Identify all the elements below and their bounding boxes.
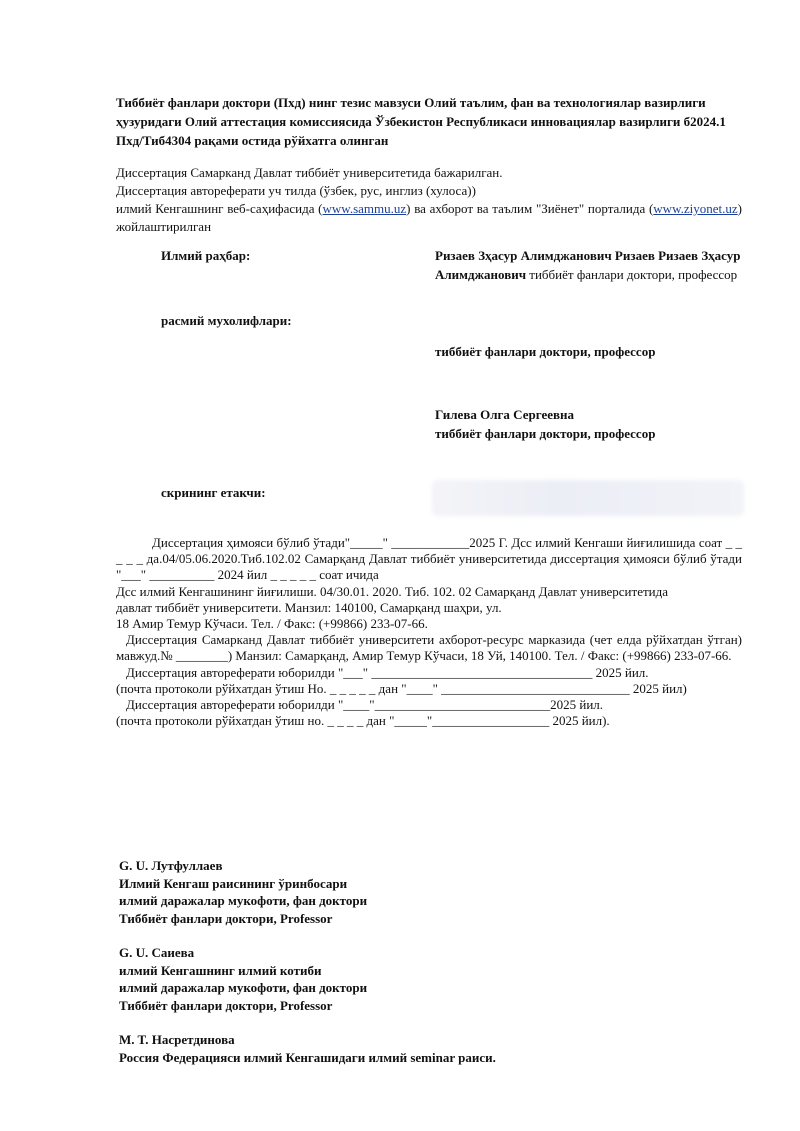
signature-1 bbox=[119, 857, 719, 927]
intro-line-3 bbox=[116, 200, 742, 236]
defense-paragraph-2: Дсс илмий Кенгашининг йиғилиши. 04/30.01. 2020. Тиб. 102. 02 Самарқанд Давлат университетида bbox=[116, 583, 668, 599]
signatures-block bbox=[119, 857, 719, 1083]
defense-paragraph-6: Диссертация автореферати юборилди "___" __________________________________ 2025 йил. bbox=[126, 664, 649, 680]
intro-text-a: илмий Кенгашнинг веб-саҳифасида ( bbox=[116, 201, 323, 216]
opponents-label: расмий мухолифлари: bbox=[161, 313, 292, 328]
defense-paragraph-9: (почта протоколи рўйхатдан ўтиш но. _ _ _ _ дан "_____"__________________ 2025 йил). bbox=[116, 713, 610, 729]
signature-2 bbox=[119, 944, 719, 1014]
ziyonet-link[interactable]: www.ziyonet.uz bbox=[653, 201, 738, 216]
signature-2-name: G. U. Саиева bbox=[119, 945, 195, 960]
signature-3-role-1: Россия Федерацияси илмий Кенгашидаги илмий seminar раиси. bbox=[119, 1049, 496, 1065]
opponent-1-title: тиббиёт фанлари доктори, профессор bbox=[435, 344, 656, 359]
intro-line-2: Диссертация автореферати уч тилда (ўзбек, рус, инглиз (хулоса)) bbox=[116, 183, 476, 198]
defense-paragraph-3: давлат тиббиёт университети. Манзил: 140100, Самарқанд шаҳри, ул. bbox=[116, 599, 502, 615]
screening-label: скрининг етакчи: bbox=[161, 485, 266, 500]
signature-1-name: G. U. Лутфуллаев bbox=[119, 858, 223, 873]
supervisor-title: тиббиёт фанлари доктори, профессор bbox=[526, 267, 738, 282]
signature-2-role-2: илмий даражалар мукофоти, фан доктори bbox=[119, 980, 368, 995]
supervisor-name: Ризаев Зҳасур Алимджанович Ризаев Ризаев Зҳасур Алимджанович bbox=[435, 248, 741, 282]
defense-paragraph-8: Диссертация автореферати юборилди "____"___________________________2025 йил. bbox=[126, 697, 604, 713]
intro-text-c: ) жойлаштирилган bbox=[116, 201, 742, 234]
signature-1-role-3: Тиббиёт фанлари доктори, Professor bbox=[119, 910, 333, 926]
intro-line-1: Диссертация Самарканд Давлат тиббиёт университетида бажарилган. bbox=[116, 165, 503, 180]
signature-3 bbox=[119, 1031, 719, 1066]
registration-header: Тиббиёт фанлари доктори (Пхд) нинг тезис мавзуси Олий таълим, фан ва технологиялар вазирлиги ҳузуридаги Олий аттестация комиссиясида Ўзбекистон Республикаси инновациялар вазирлиги б2024.1 Пхд/Тиб4304 рақами остида рўйхатга олинган bbox=[116, 95, 726, 148]
defense-paragraph-1: Диссертация ҳимояси бўлиб ўтади"_____" ____________2025 Г. Дсс илмий Кенгаши йиғилишида соат _ _ _ _ _ да.04/05.06.2020.Тиб.102.02 Самарқанд Давлат тиббиёт университетида диссертация ҳимояси бўлиб ўтади "___" __________ 2024 йил _ _ _ _ _ соат ичида bbox=[116, 535, 742, 583]
signature-1-role-1: Илмий Кенгаш раисининг ўринбосари bbox=[119, 875, 348, 891]
signature-1-role-2: илмий даражалар мукофоти, фан доктори bbox=[119, 893, 368, 908]
signature-2-role-3: Тиббиёт фанлари доктори, Professor bbox=[119, 997, 333, 1013]
defense-paragraph-5: Диссертация Самарканд Давлат тиббиёт университети ахборот-ресурс марказида (чет елда рўйхатдан ўтган) мавжуд.№ ________) Манзил: Самарқанд, Амир Темур Кўчаси, 18 Уй, 140100. Тел. / Факс: (+99866) 233-07-66. bbox=[116, 632, 742, 664]
signature-2-role-1: илмий Кенгашнинг илмий котиби bbox=[119, 962, 322, 978]
opponent-2-name: Гилева Олга Сергеевна bbox=[435, 407, 574, 422]
defense-paragraph-7: (почта протоколи рўйхатдан ўтиш Но. _ _ _ _ _ дан "____" _____________________________ 2025 йил) bbox=[116, 680, 687, 696]
intro-text-b: ) ва ахборот ва таълим "Зиёнет" порталида ( bbox=[406, 201, 654, 216]
sammu-link[interactable]: www.sammu.uz bbox=[322, 201, 407, 216]
supervisor-info bbox=[435, 246, 745, 284]
intro-block bbox=[116, 164, 742, 236]
opponent-2-title: тиббиёт фанлари доктори, профессор bbox=[435, 426, 656, 441]
defense-paragraph-4: 18 Амир Темур Кўчаси. Тел. / Факс: (+99866) 233-07-66. bbox=[116, 616, 428, 632]
redacted-area bbox=[432, 480, 744, 516]
signature-3-name: M. T. Насретдинова bbox=[119, 1032, 235, 1047]
supervisor-label: Илмий раҳбар: bbox=[161, 248, 251, 263]
defense-info-block bbox=[116, 535, 742, 729]
